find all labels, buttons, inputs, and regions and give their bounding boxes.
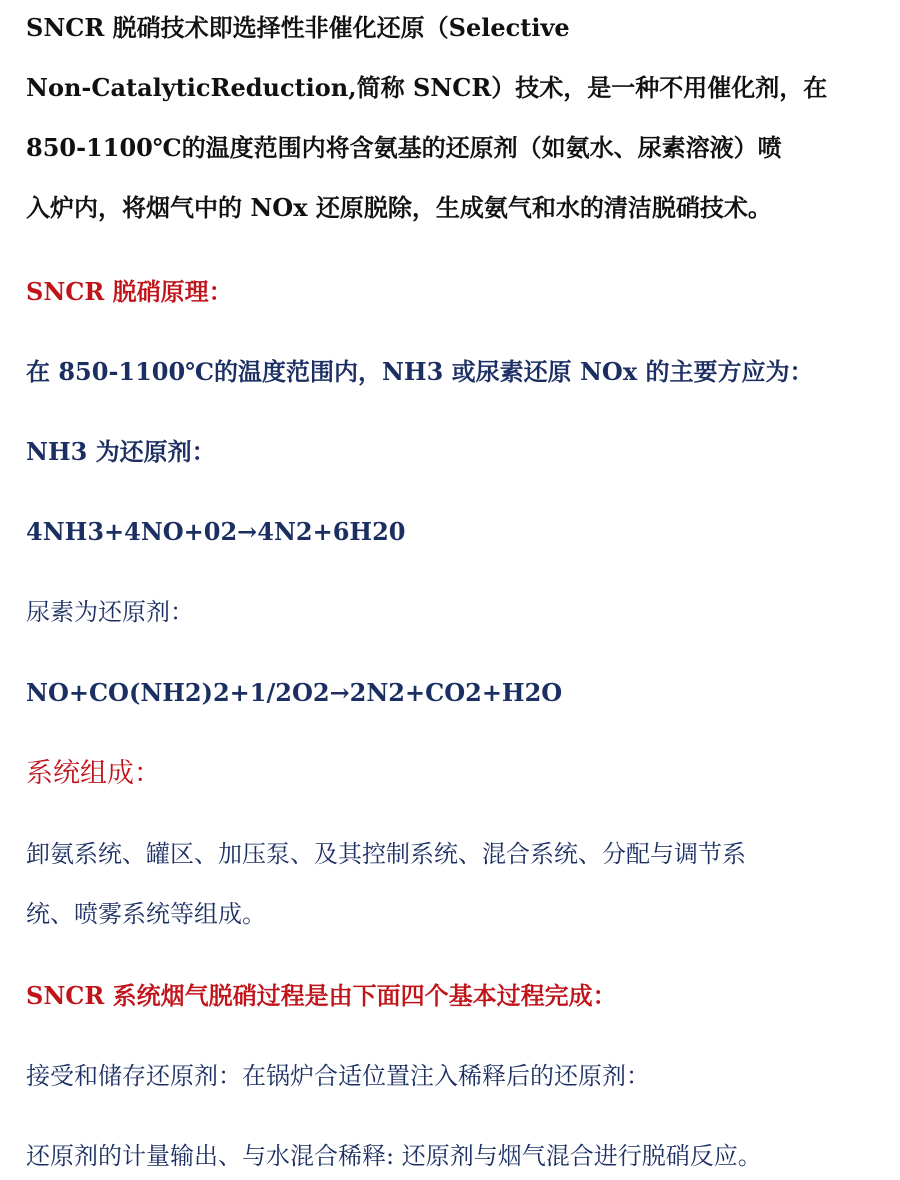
process-step-1: 接受和储存还原剂：在锅炉合适位置注入稀释后的还原剂： xyxy=(26,1062,650,1090)
process-step-2: 还原剂的计量输出、与水混合稀释: 还原剂与烟气混合进行脱硝反应。 xyxy=(26,1142,762,1170)
intro-line-1: SNCR 脱硝技术即选择性非催化还原（Selective xyxy=(26,13,570,42)
intro-line-3: 850-1100℃的温度范围内将含氨基的还原剂（如氨水、尿素溶液）喷 xyxy=(26,133,782,162)
system-heading: 系统组成： xyxy=(26,758,161,789)
nh3-equation: 4NH3+4NO+02→4N2+6H20 xyxy=(26,517,406,546)
principle-text: 在 850-1100℃的温度范围内，NH3 或尿素还原 NOx 的主要方应为： xyxy=(26,357,814,386)
system-text-line-1: 卸氨系统、罐区、加压泵、及其控制系统、混合系统、分配与调节系 xyxy=(26,840,746,868)
principle-heading: SNCR 脱硝原理： xyxy=(26,277,233,306)
nh3-reductant-label: NH3 为还原剂： xyxy=(26,437,216,466)
process-heading: SNCR 系统烟气脱硝过程是由下面四个基本过程完成： xyxy=(26,981,617,1010)
intro-line-4: 入炉内，将烟气中的 NOx 还原脱除，生成氨气和水的清洁脱硝技术。 xyxy=(26,193,772,222)
intro-line-2: Non-CatalyticReduction,简称 SNCR）技术，是一种不用催化剂，在 xyxy=(26,73,828,102)
urea-equation: NO+CO(NH2)2+1/2O2→2N2+CO2+H2O xyxy=(26,678,563,707)
urea-reductant-label: 尿素为还原剂： xyxy=(26,598,194,626)
system-text-line-2: 统、喷雾系统等组成。 xyxy=(26,900,266,928)
